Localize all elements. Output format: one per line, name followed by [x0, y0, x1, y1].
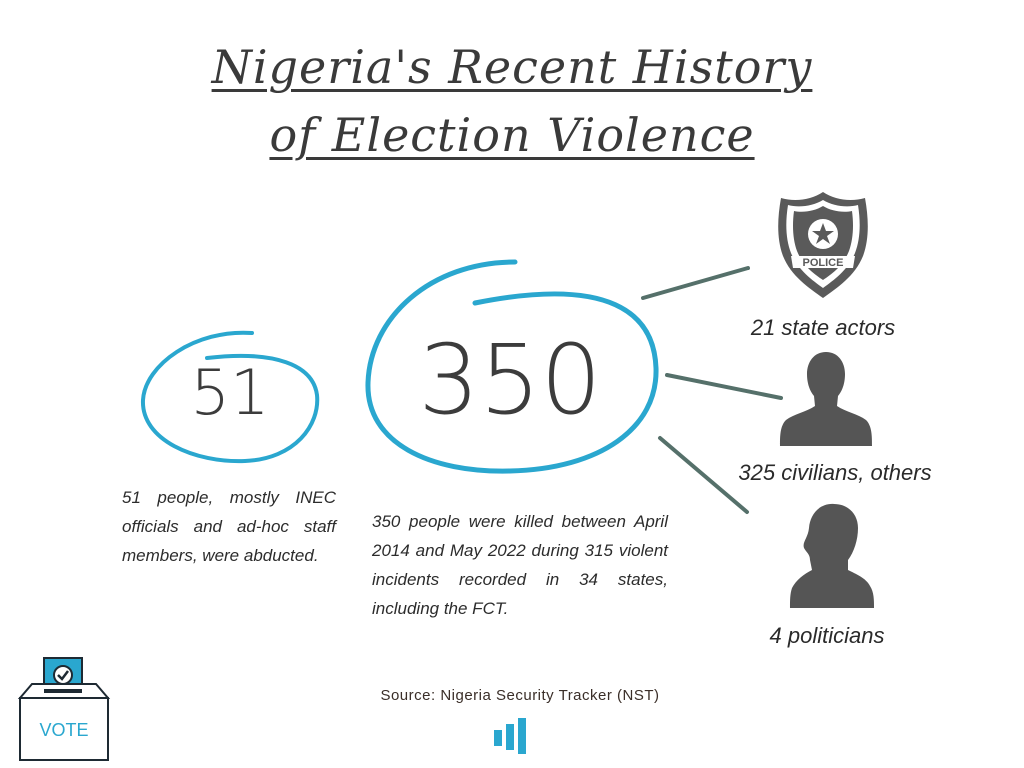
- killed-number: 350: [418, 324, 602, 436]
- abducted-description: 51 people, mostly INEC officials and ad-hoc staff members, were abducted.: [122, 488, 336, 565]
- label-state-actors: 21 state actors: [750, 315, 896, 340]
- killed-description: 350 people were killed between April 2014 and May 2022 during 315 violent incidents recorded in 34 states, including the FCT.: [372, 512, 668, 618]
- ballot-box-label: VOTE: [39, 720, 89, 740]
- police-badge-icon: [775, 190, 871, 300]
- source-note: Source: Nigeria Security Tracker (NST): [380, 687, 660, 704]
- bar-logo-icon: [492, 716, 532, 756]
- politician-silhouette-icon: [782, 500, 882, 610]
- title-line-2: of Election Violence: [269, 108, 755, 162]
- person-silhouette-icon: [776, 348, 876, 448]
- abducted-number: 51: [190, 356, 270, 429]
- label-civilians: 325 civilians, others: [738, 460, 932, 485]
- title-line-1: Nigeria's Recent History: [211, 40, 813, 94]
- connector-state-actors: [643, 268, 748, 298]
- label-politicians: 4 politicians: [769, 623, 885, 648]
- police-badge-text: POLICE: [802, 257, 844, 269]
- ballot-box-icon: [16, 656, 112, 766]
- connector-civilians: [667, 375, 781, 398]
